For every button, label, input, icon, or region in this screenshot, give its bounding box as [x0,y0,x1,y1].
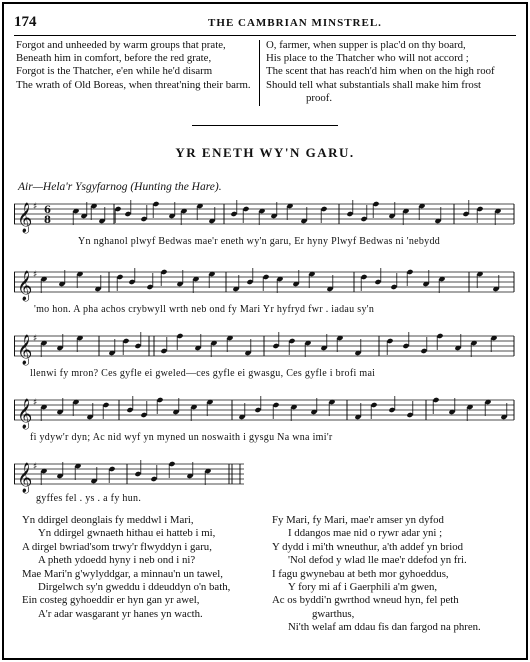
music-staff [14,390,516,434]
sharp-icon: ♯ [33,398,38,408]
poem-line: proof. [306,91,333,104]
staff-notation [14,454,516,498]
verse-line: Fy Mari, fy Mari, mae'r amser yn dyfod [272,514,444,526]
verse-left [22,514,230,621]
top-poem-left-column [16,39,251,92]
verse-line: 'Nol defod y wlad lle mae'r ddefod yn fri. [288,554,467,567]
verse-line: A dirgel bwriad'som trwy'r flwyddyn i garu, [22,540,212,553]
song-title: YR ENETH WY'N GARU. [175,145,355,160]
section-rule [192,125,338,126]
treble-clef-icon: 𝄞 [17,335,33,365]
verse-line: gwarthus, [312,607,355,620]
poem-line: Forgot is the Thatcher, e'en while he'd disarm [16,65,213,78]
staff-notation [14,262,516,306]
verse-right [272,514,481,635]
verse-line: Yn ddirgel gwnaeth hithau ei hatteb i mi, [38,527,216,540]
verse-line: Mae Mari'n g'wylyddgar, a minnau'n un tawel, [22,567,223,580]
sharp-icon: ♯ [33,202,38,212]
sharp-icon: ♯ [33,462,38,472]
page-number: 174 [14,14,37,30]
lyric-line: llenwi fy mron? Ces gyfle ei gweled—ces gyfle ei gwasgu, Ces gyfle i brofi mai [30,368,376,379]
verse-line: Yn ddirgel deonglais fy meddwl i Mari, [22,514,194,526]
running-title: THE CAMBRIAN MINSTREL. [208,17,382,29]
verse-line: Dirgelwch sy'n gweddu i ddeuddyn o'n bath, [38,581,231,594]
staff-notation [14,390,516,434]
treble-clef-icon: 𝄞 [17,203,33,233]
poem-line: Beneath him in comfort, before the red grate, [16,52,212,65]
verse-line: A pheth ydoedd hyny i neb ond i ni? [38,554,196,567]
music-staff [14,262,516,306]
staff-notation [14,194,516,238]
poem-line: The wrath of Old Boreas, when threat'ning their barm. [16,78,251,91]
top-poem-right-column [266,39,495,105]
verse-line: I fagu gwynebau at beth mor gyhoeddus, [272,567,449,580]
staff-notation [14,326,516,370]
verse-line: Y fory mi af i Gaerphili a'm gwen, [288,581,438,594]
music-staff [14,194,516,238]
time-signature-top: 6 [44,205,51,216]
sharp-icon: ♯ [33,334,38,344]
verse-line: Y dydd i mi'th wneuthur, a'th addef yn briod [272,540,464,553]
treble-clef-icon: 𝄞 [17,271,33,301]
verse-line: I ddangos mae nid o rywr adar yni ; [288,527,443,540]
time-signature-bottom: 8 [44,215,51,226]
poem-line: The scent that has reach'd him when on the high roof [266,65,495,78]
sharp-icon: ♯ [33,270,38,280]
header-rule [14,35,516,36]
verse-line: Ein costeg gyhoeddir er hyn gan yr awel, [22,594,200,607]
music-staff [14,454,516,498]
verse-line: Ni'th welaf am ddau fis dan fargod na phren. [288,621,481,634]
poem-line: Should tell what substantials shall make him frost [266,78,482,91]
lyric-line: 'mo hon. A pha achos crybwyll wrth neb ond fy Mari Yr hyfryd fwr . iadau sy'n [34,304,375,315]
poem-line: Forgot and unheeded by warm groups that prate, [16,39,226,51]
treble-clef-icon: 𝄞 [17,463,33,493]
poem-line: His place to the Thatcher who will not accord ; [266,52,469,65]
lyric-line: Yn nghanol plwyf Bedwas mae'r eneth wy'n garu, Er hyny Plwyf Bedwas ni 'nebydd [78,236,441,247]
column-divider [259,40,260,106]
air-attribution: Air—Hela'r Ysgyfarnog (Hunting the Hare). [18,181,222,193]
poem-line: O, farmer, when supper is plac'd on thy board, [266,39,466,51]
treble-clef-icon: 𝄞 [17,399,33,429]
verse-line: Ac os byddi'n gwrthod wneud hyn, fel peth [272,594,459,607]
music-staff [14,326,516,370]
lyric-line: fi ydyw'r dyn; Ac nid wyf yn myned un noswaith i gysgu Na wna imi'r [30,432,333,443]
verse-line: A'r adar wasgarant yr hanes yn wacth. [38,607,203,620]
lyric-line: gyffes fel . ys . a fy hun. [36,493,142,504]
